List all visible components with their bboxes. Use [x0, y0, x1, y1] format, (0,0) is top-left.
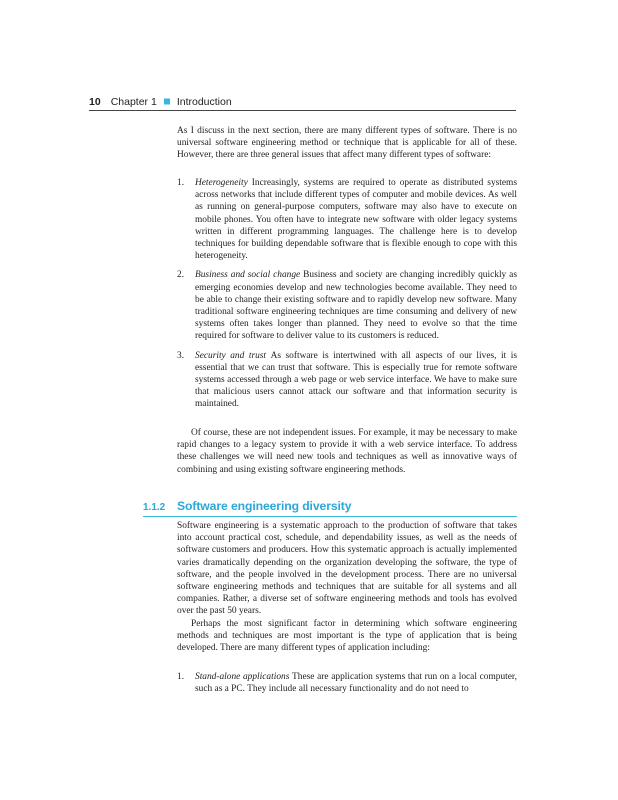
- list-item-number: 2.: [177, 270, 185, 281]
- list-item-text: These are application systems that run on a local computer, such as a PC. They include all necessary functionality and do not need to: [195, 672, 517, 695]
- closing-text: [177, 427, 517, 476]
- section-heading: [143, 499, 517, 517]
- section-paragraph: Software engineering is a systematic approach to the production of software that takes into account practical cost, schedule, and dependability issues, as well as the needs of software customers and producers. How this systematic approach is actually implemented varies dramatically depending on the organization developing the software, the type of software, and the people involved in the development process. There are no universal software engineering methods and techniques that are suitable for all systems and all companies. Rather, a diverse set of software engineering methods and tools has evolved over the past 50 years.: [177, 521, 517, 617]
- list-item-number: 1.: [177, 672, 185, 682]
- list-item: [177, 350, 517, 411]
- section-number: 1.1.2: [143, 502, 166, 513]
- issues-list: [177, 177, 517, 418]
- closing-paragraph: Of course, these are not independent issues. For example, it may be necessary to make rapid changes to a legacy system to provide it with a web service interface. To address these challenges we will need new tools and techniques as well as innovative ways of combining and using existing software engineering methods.: [177, 428, 517, 475]
- list-item-term: Stand-alone applications: [195, 672, 293, 682]
- list-item: [177, 671, 517, 695]
- running-header: [89, 94, 516, 111]
- section-title: Software engineering diversity: [177, 499, 352, 513]
- list-item-term: Security and trust: [195, 350, 271, 361]
- list-item-term: Heterogeneity: [195, 178, 252, 188]
- page-number: 10: [89, 96, 101, 108]
- section-body: [177, 520, 517, 654]
- intro-paragraph: As I discuss in the next section, there are many different types of software. There is no universal software engineering method or technique that is applicable for all of these. However, there are three general issues that affect many different types of software:: [177, 126, 517, 161]
- section-paragraph: Perhaps the most significant factor in determining which software engineering methods and techniques are most important is the type of application that is being developed. There are many different types of application including:: [177, 618, 517, 654]
- chapter-title: Introduction: [176, 96, 232, 108]
- list-item-term: Business and social change: [195, 270, 304, 281]
- header-separator-square-icon: [164, 99, 170, 105]
- list-item: [177, 269, 517, 342]
- list-item-text: Increasingly, systems are required to operate as distributed systems across networks that include different types of computer and mobile devices. As well as running on general-purpose computers, software may also have to execute on mobile phones. You often have to integrate new software with older legacy systems written in different programming languages. The challenge here is to develop techniques for building dependable software that is flexible enough to cope with this heterogeneity.: [195, 178, 517, 262]
- list-item-text: As software is intertwined with all aspects of our lives, it is essential that we can trust that software. This is especially true for remote software systems accessed through a web page or web service interface. We have to make sure that malicious users cannot attack our software and that information security is maintained.: [195, 350, 517, 410]
- list-item-text: Business and society are changing incredibly quickly as emerging economies develop and new technologies become available. They need to be able to change their existing software and to rapidly develop new software. Many traditional software engineering techniques are time consuming and delivery of new systems often takes longer than planned. They need to evolve so that the time required for software to deliver value to its customers is reduced.: [195, 270, 517, 342]
- list-item: [177, 177, 517, 262]
- intro-text: [177, 125, 517, 162]
- list-item-number: 1.: [177, 178, 185, 188]
- list-item-number: 3.: [177, 350, 185, 361]
- chapter-label: Chapter 1: [110, 96, 157, 108]
- app-types-list: [177, 671, 517, 702]
